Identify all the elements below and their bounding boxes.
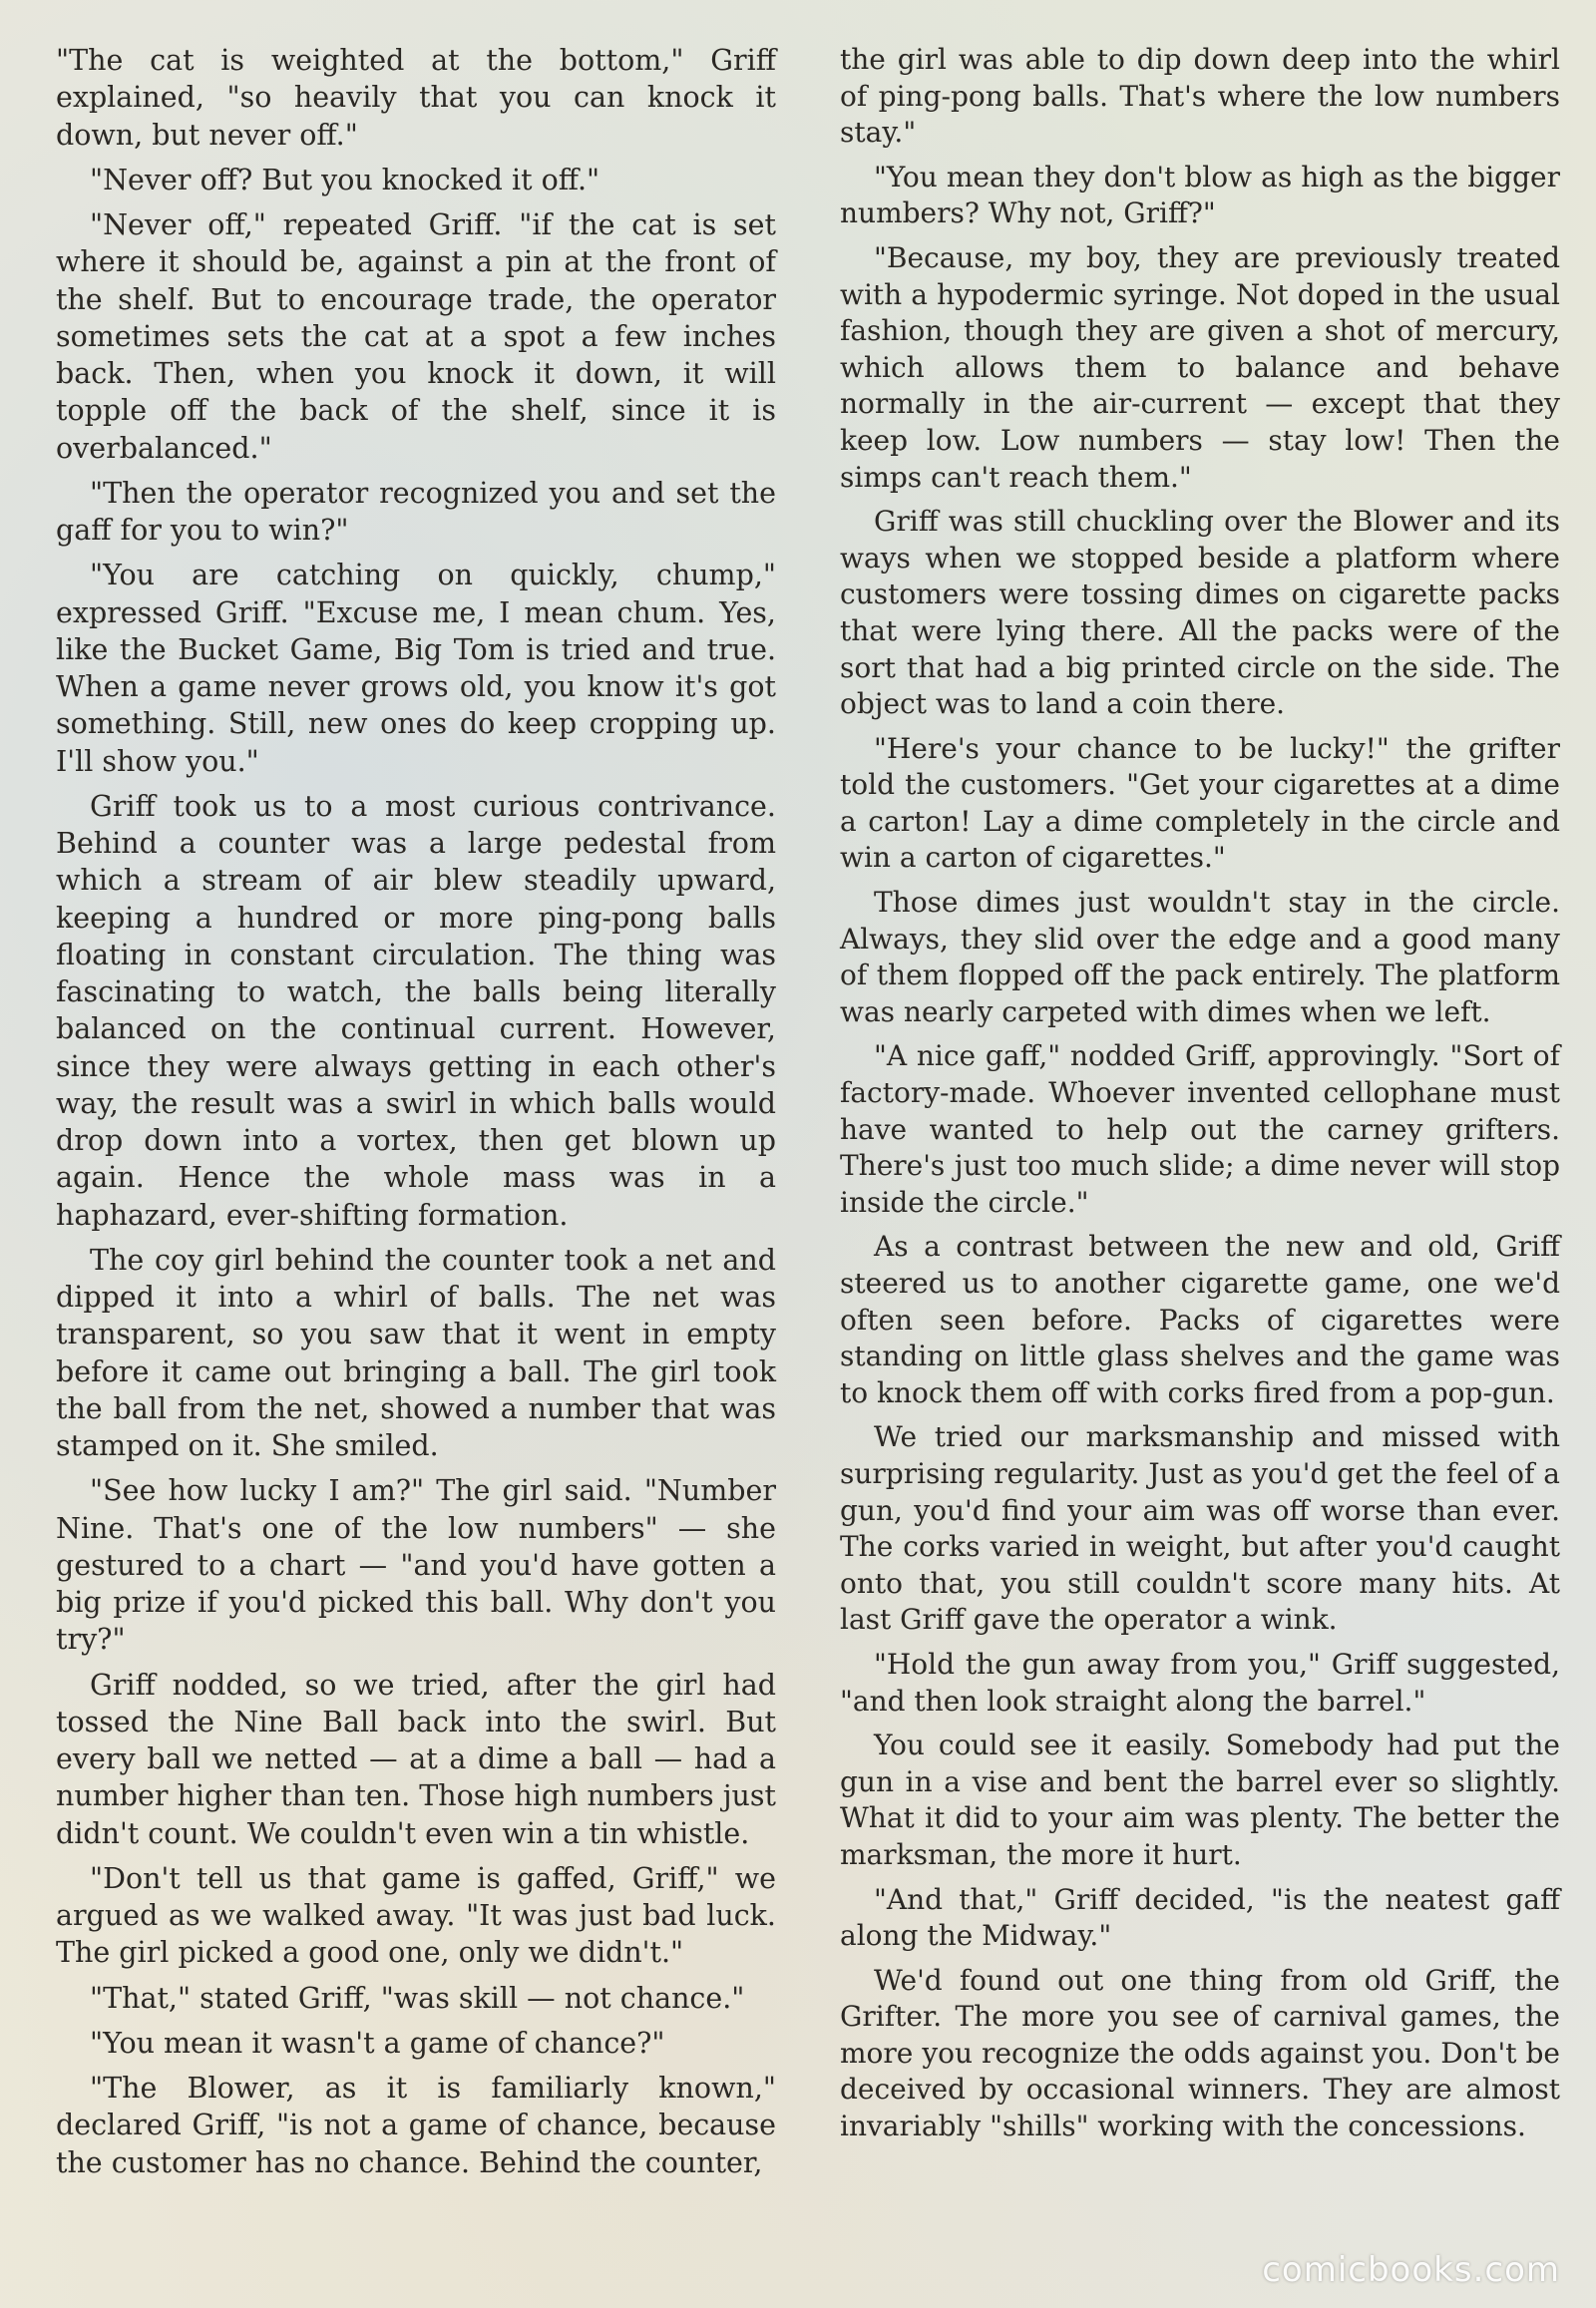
- paragraph: "That," stated Griff, "was skill — not chance.": [90, 1981, 745, 2015]
- paragraph: "See how lucky I am?" The girl said. "Number Nine. That's one of the low numbers" — she gestured to a chart — "and you'd have gotten a big prize if you'd picked this ball. Why don't you try?": [56, 1474, 776, 1657]
- paragraph: "Then the operator recognized you and set the gaff for you to win?": [56, 476, 776, 547]
- watermark: comicbooks.com: [1262, 2250, 1560, 2290]
- paragraph: Griff was still chuckling over the Blower and its ways when we stopped beside a platform where customers were tossing dimes on cigarette packs that were lying there. All the packs were of the sort that had a big printed circle on the side. The object was to land a coin there.: [840, 505, 1560, 721]
- paragraph: "Hold the gun away from you," Griff suggested, "and then look straight along the barrel.": [840, 1647, 1560, 1718]
- right-text-column: [840, 42, 1560, 2153]
- paragraph: "Don't tell us that game is gaffed, Griff," we argued as we walked away. "It was just bad luck. The girl picked a good one, only we didn't.": [56, 1861, 776, 1970]
- paragraph: Griff took us to a most curious contrivance. Behind a counter was a large pedestal from which a stream of air blew steadily upward, keeping a hundred or more ping-pong balls floating in constant circulation. The thing was fascinating to watch, the balls being literally balanced on the continual current. However, since they were always getting in each other's way, the result was a swirl in which balls would drop down into a vortex, then get blown up again. Hence the whole mass was in a haphazard, ever-shifting formation.: [56, 789, 776, 1232]
- paragraph: "The cat is weighted at the bottom," Griff explained, "so heavily that you can knock it down, but never off.": [56, 44, 776, 152]
- paragraph: We'd found out one thing from old Griff, the Grifter. The more you see of carnival games, the more you recognize the odds against you. Don't be deceived by occasional winners. They are almost invariably "shills" working with the concessions.: [840, 1963, 1560, 2143]
- paragraph: We tried our marksmanship and missed with surprising regularity. Just as you'd get the feel of a gun, you'd find your aim was off worse than ever. The corks varied in weight, but after you'd caught onto that, you still couldn't score many hits. At last Griff gave the operator a wink.: [840, 1420, 1560, 1637]
- paragraph: The coy girl behind the counter took a net and dipped it into a whirl of balls. The net was transparent, so you saw that it went in empty before it came out bringing a ball. The girl took the ball from the net, showed a number that was stamped on it. She smiled.: [56, 1243, 776, 1462]
- paragraph: "You are catching on quickly, chump," expressed Griff. "Excuse me, I mean chum. Yes, like the Bucket Game, Big Tom is tried and true. When a game never grows old, you know it's got something. Still, new ones do keep cropping up. I'll show you.": [56, 559, 776, 778]
- paragraph: "Never off," repeated Griff. "if the cat is set where it should be, against a pin at the front of the shelf. But to encourage trade, the operator sometimes sets the cat at a spot a few inches back. Then, when you knock it down, it will topple off the back of the shelf, since it is overbalanced.": [56, 208, 776, 465]
- paragraph: You could see it easily. Somebody had put the gun in a vise and bent the barrel ever so slightly. What it did to your aim was plenty. The better the marksman, the more it hurt.: [840, 1729, 1560, 1871]
- paragraph: "The Blower, as it is familiarly known," declared Griff, "is not a game of chance, because the customer has no chance. Behind the counter,: [56, 2072, 776, 2179]
- paragraph: "Never off? But you knocked it off.": [90, 163, 600, 196]
- paragraph: Those dimes just wouldn't stay in the circle. Always, they slid over the edge and a good many of them flopped off the pack entirely. The platform was nearly carpeted with dimes when we left.: [840, 886, 1560, 1028]
- paragraph: Griff nodded, so we tried, after the girl had tossed the Nine Ball back into the swirl. But every ball we netted — at a dime a ball — had a number higher than ten. Those high numbers just didn't count. We couldn't even win a tin whistle.: [56, 1668, 776, 1850]
- paragraph: "A nice gaff," nodded Griff, approvingly. "Sort of factory-made. Whoever invented cellophane must have wanted to help out the carney grifters. There's just too much slide; a dime never will stop inside the circle.": [840, 1039, 1560, 1219]
- paragraph: the girl was able to dip down deep into the whirl of ping-pong balls. That's where the low numbers stay.": [840, 43, 1560, 150]
- left-text-column: [56, 42, 776, 2189]
- paragraph: "Because, my boy, they are previously treated with a hypodermic syringe. Not doped in the usual fashion, though they are given a shot of mercury, which allows them to balance and behave normally in the air-current — except that they keep low. Low numbers — stay low! Then the simps can't reach them.": [840, 240, 1560, 494]
- paragraph: "You mean it wasn't a game of chance?": [90, 2026, 665, 2060]
- paragraph: "And that," Griff decided, "is the neatest gaff along the Midway.": [840, 1882, 1560, 1953]
- paragraph: "Here's your chance to be lucky!" the grifter told the customers. "Get your cigarettes at a dime a carton! Lay a dime completely in the circle and win a carton of cigarettes.": [840, 731, 1560, 875]
- paragraph: "You mean they don't blow as high as the bigger numbers? Why not, Griff?": [840, 160, 1560, 230]
- paragraph: As a contrast between the new and old, Griff steered us to another cigarette game, one we'd often seen before. Packs of cigarettes were standing on little glass shelves and the game was to knock them off with corks fired from a pop-gun.: [840, 1230, 1560, 1409]
